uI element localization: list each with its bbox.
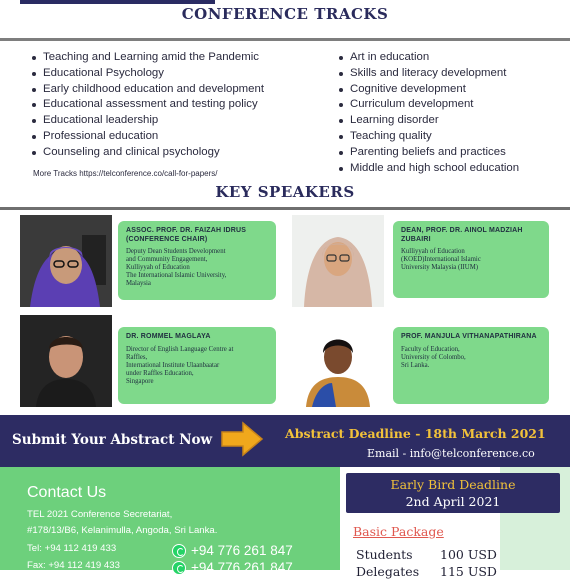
track-item: Teaching and Learning amid the Pandemic [31,50,264,66]
package-row [356,547,497,562]
track-item: Educational Psychology [31,66,264,82]
track-item: Art in education [338,50,519,66]
track-item: Educational assessment and testing policy [31,97,264,113]
track-item: Cognitive development [338,82,519,98]
track-item: Curriculum development [338,97,519,113]
speaker-name: DEAN, PROF. DR. AINOL MADZIAH ZUBAIRI [401,227,523,243]
track-item: Early childhood education and development [31,82,264,98]
speaker-desc: Faculty of Education, University of Colombo, Sri Lanka. [401,345,466,369]
speaker-photo-manjula [292,315,384,407]
whatsapp-number: +94 776 261 847 [191,543,293,558]
tracks-list-right [338,50,519,176]
early-bird-date: 2nd April 2021 [405,494,501,509]
abstract-deadline: Abstract Deadline - 18th March 2021 [285,426,546,441]
contact-line: TEL 2021 Conference Secretariat, [27,509,173,520]
contact-fax: Fax: +94 112 419 433 [27,560,120,571]
contact-phone: Tel: +94 112 419 433 [27,543,117,554]
contact-line: #178/13/B6, Kelanimulla, Angoda, Sri Lanka. [27,525,218,536]
track-item: Professional education [31,129,264,145]
track-item: Parenting beliefs and practices [338,145,519,161]
submit-abstract-button[interactable]: Submit Your Abstract Now [12,432,213,448]
whatsapp-icon [172,544,186,558]
speaker-card [118,221,276,300]
speaker-desc: Kulliyyah of Education (KOED)International Islamic University Malaysia (IIUM) [401,248,481,271]
early-bird-title: Early Bird Deadline [390,477,516,492]
speaker-desc: Director of English Language Centre at Raffles, International Institute Ulaanbaatar under Raffles Education, Singapore [126,345,234,385]
whatsapp-icon [172,561,186,575]
package-price: 115 USD [440,564,497,579]
package-title: Basic Package [353,524,444,539]
whatsapp-row [172,543,293,558]
divider [0,38,570,41]
speaker-card [393,327,549,404]
divider [0,207,570,210]
speaker-photo-rommel [20,315,112,407]
speaker-card [118,327,276,404]
speaker-card [393,221,549,298]
top-accent-bar [20,0,215,4]
tracks-title: CONFERENCE TRACKS [181,5,389,23]
package-label: Students [356,547,413,562]
arrow-right-icon [221,421,263,457]
track-item: Educational leadership [31,113,264,129]
package-row [356,564,497,579]
package-price: 100 USD [440,547,497,562]
speaker-photo-ainol [292,215,384,307]
speakers-title: KEY SPEAKERS [215,183,355,201]
track-item: Learning disorder [338,113,519,129]
track-item: Skills and literacy development [338,66,519,82]
speaker-photo-faizah [20,215,112,307]
more-tracks-link[interactable]: More Tracks https://telconference.co/call-for-papers/ [33,169,218,178]
track-item: Middle and high school education [338,161,519,177]
speaker-desc: Deputy Dean Students Development and Community Engagement, Kulliyyah of Education The International Islamic University, Malaysia [126,248,227,287]
package-label: Delegates [356,564,420,579]
whatsapp-number: +94 776 261 847 [191,560,293,575]
track-item: Teaching quality [338,129,519,145]
speaker-name: DR. ROMMEL MAGLAYA [126,333,211,340]
email-link[interactable]: Email - info@telconference.co [367,447,535,460]
speaker-name: PROF. MANJULA VITHANAPATHIRANA [401,333,537,340]
tracks-list-left [31,50,264,161]
speaker-name: ASSOC. PROF. DR. FAIZAH IDRUS (CONFERENCE CHAIR) [126,227,247,243]
track-item: Counseling and clinical psychology [31,145,264,161]
whatsapp-row [172,560,293,575]
contact-title: Contact Us [27,484,107,501]
